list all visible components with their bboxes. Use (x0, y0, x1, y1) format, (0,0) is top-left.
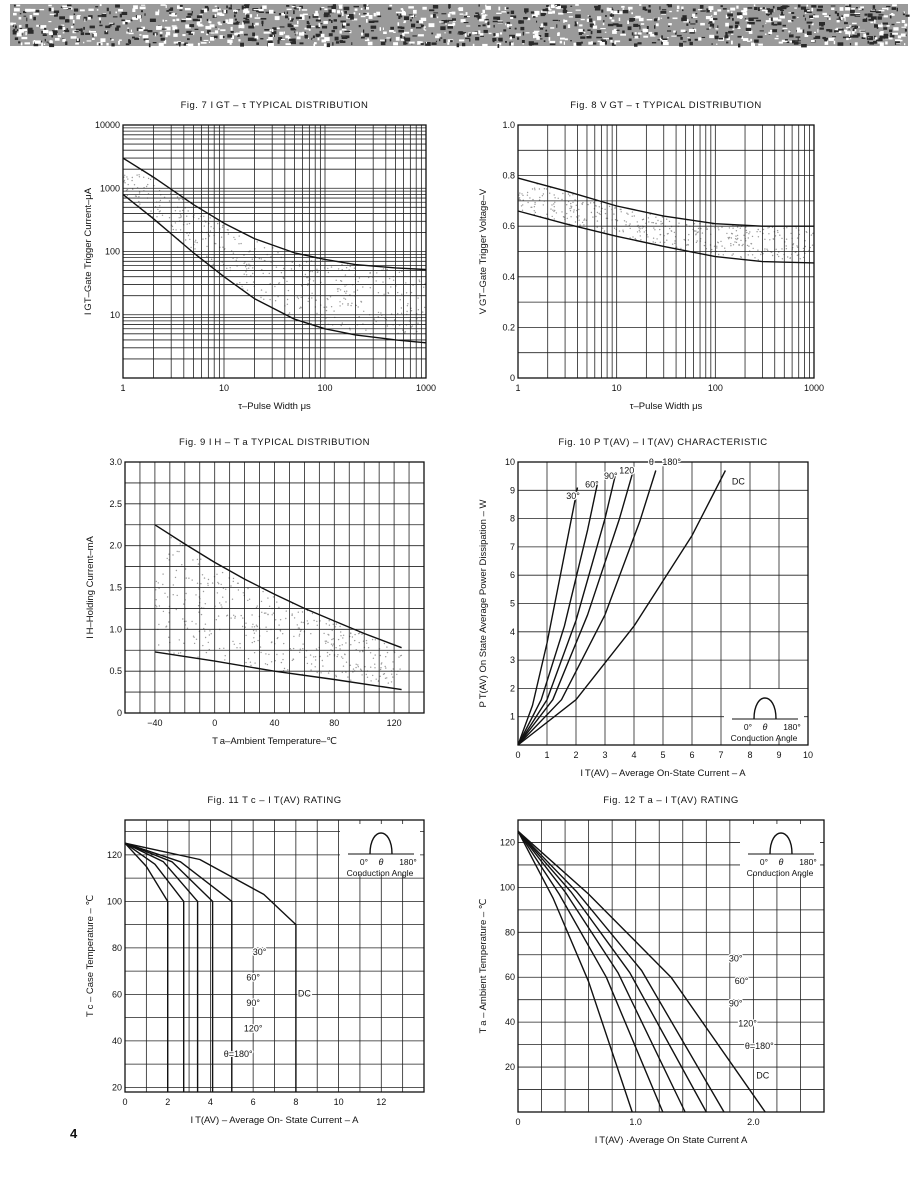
x-tick-label: 9 (776, 750, 782, 760)
inset-theta-label: θ (378, 857, 384, 867)
x-tick-label: 1000 (415, 383, 437, 393)
y-tick-label: 2.0 (109, 540, 122, 551)
inset-zero-label: 0° (759, 857, 769, 867)
y-tick-label: 40 (504, 1017, 515, 1028)
y-tick-label: 100 (104, 246, 120, 257)
conduction-angle-inset (724, 689, 804, 743)
x-tick-label: 120 (386, 718, 402, 728)
series-annotation: θ (648, 456, 654, 467)
x-tick-label: 1000 (803, 383, 825, 393)
chart-fig12 (478, 795, 824, 1146)
series-line-90 (518, 831, 685, 1112)
chart-grid (123, 125, 426, 378)
y-axis-label: I H–Holding Current–mA (85, 536, 96, 639)
x-tick-label: 10 (218, 383, 230, 393)
y-axis-label: P T(AV) On State Average Power Dissipation – W (478, 499, 489, 708)
series-annotation: 30° (728, 953, 743, 964)
y-tick-label: 0.5 (109, 666, 122, 677)
distribution-stipple (518, 183, 814, 260)
x-tick-label: 0 (515, 1117, 521, 1127)
page-number: 4 (70, 1126, 78, 1141)
x-tick-label: 1 (515, 383, 521, 393)
y-tick-label: 1.0 (109, 624, 122, 635)
x-tick-label: 10 (611, 383, 622, 393)
y-tick-label: 80 (504, 927, 515, 938)
y-tick-label: 5 (509, 598, 515, 609)
x-tick-label: 40 (269, 718, 280, 728)
series-annotation: θ=180° (223, 1049, 253, 1060)
series-annotation: 60° (585, 479, 599, 490)
y-axis-label: I GT–Gate Trigger Current–μA (83, 187, 94, 316)
series-annotation: DC (756, 1070, 770, 1081)
x-tick-label: 12 (376, 1097, 387, 1107)
series-line-120 (518, 470, 633, 745)
chart-fig8 (478, 100, 824, 412)
inset-zero-label: 0° (743, 722, 753, 732)
x-tick-label: 8 (293, 1097, 299, 1107)
series-annotation: 30° (252, 946, 267, 957)
x-tick-label: 1.0 (629, 1117, 642, 1127)
x-axis-label: T a–Ambient Temperature–℃ (212, 736, 337, 747)
y-tick-label: 0.2 (502, 322, 515, 333)
y-axis-label: T a – Ambient Temperature – ℃ (478, 898, 489, 1034)
inset-theta-label: θ (762, 722, 768, 732)
chart-grid (518, 125, 814, 378)
x-axis-label: I T(AV) – Average On-State Current – A (580, 768, 746, 779)
x-tick-label: 10 (802, 750, 814, 760)
x-tick-label: 2.0 (747, 1117, 760, 1127)
chart-fig10 (478, 437, 813, 779)
chart-title: Fig. 8 V GT – τ TYPICAL DISTRIBUTION (570, 100, 762, 111)
x-tick-label: 1 (544, 750, 550, 760)
series-line-upper (518, 178, 814, 226)
chart-fig11 (85, 795, 424, 1126)
y-tick-label: 80 (111, 942, 122, 953)
x-tick-label: 4 (631, 750, 637, 760)
y-tick-label: 2.5 (109, 498, 122, 509)
x-tick-label: 4 (207, 1097, 213, 1107)
series-line-90 (125, 843, 198, 1092)
x-tick-label: 0 (212, 718, 218, 728)
chart-title: Fig. 11 T c – I T(AV) RATING (207, 795, 342, 806)
x-tick-label: 1 (120, 383, 126, 393)
x-tick-label: 100 (317, 383, 333, 393)
x-tick-label: 6 (250, 1097, 256, 1107)
chart-title: Fig. 12 T a – I T(AV) RATING (603, 795, 739, 806)
y-tick-label: 3 (509, 655, 515, 666)
y-tick-label: 20 (504, 1062, 515, 1073)
y-tick-label: 0 (116, 708, 122, 718)
series-line-30 (518, 831, 632, 1112)
x-tick-label: 3 (602, 750, 608, 760)
chart-fig7 (83, 100, 436, 412)
y-tick-label: 120 (106, 849, 122, 860)
y-tick-label: 100 (499, 882, 515, 893)
x-tick-label: 0 (122, 1097, 128, 1107)
y-tick-label: 1 (509, 711, 515, 722)
series-annotation: 60° (734, 975, 749, 986)
chart-grid (125, 462, 424, 713)
x-axis-label: τ–Pulse Width μs (238, 401, 311, 412)
inset-end-label: 180° (399, 857, 417, 867)
y-tick-label: 10000 (94, 120, 120, 130)
series-annotation: DC (731, 476, 745, 487)
x-tick-label: 8 (747, 750, 753, 760)
y-tick-label: 6 (509, 570, 515, 581)
y-tick-label: 10 (109, 309, 120, 320)
y-tick-label: 1.0 (502, 120, 515, 130)
inset-theta-label: θ (778, 857, 784, 867)
y-tick-label: 120 (499, 837, 515, 848)
series-line-180 (125, 843, 232, 1092)
chart-fig9 (85, 437, 424, 747)
x-tick-label: 100 (707, 383, 723, 393)
y-axis-label: T c – Case Temperature – ℃ (85, 894, 96, 1018)
x-tick-label: 7 (718, 750, 724, 760)
x-tick-label: 0 (515, 750, 521, 760)
y-tick-label: 4 (509, 626, 515, 637)
series-annotation: 90° (246, 997, 260, 1008)
series-annotation: 120° (738, 1018, 757, 1029)
inset-zero-label: 0° (359, 857, 369, 867)
y-tick-label: 0.6 (502, 221, 515, 232)
series-line-180 (518, 831, 724, 1112)
series-line-120 (125, 843, 213, 1092)
chart-title: Fig. 10 P T(AV) – I T(AV) CHARACTERISTIC (558, 437, 768, 448)
distribution-stipple (155, 537, 402, 684)
y-tick-label: 2 (509, 683, 515, 694)
inset-caption: Conduction Angle (730, 733, 798, 743)
y-tick-label: 8 (509, 513, 515, 524)
conduction-angle-inset (740, 824, 820, 878)
x-tick-label: 10 (333, 1097, 344, 1107)
x-axis-label: I T(AV) ·Average On State Current A (594, 1135, 748, 1146)
inset-caption: Conduction Angle (746, 868, 814, 878)
conduction-angle-inset (340, 824, 420, 878)
series-line-60 (518, 482, 598, 745)
x-tick-label: 80 (329, 718, 340, 728)
series-annotation: 180° (662, 456, 682, 467)
inset-caption: Conduction Angle (346, 868, 414, 878)
inset-end-label: 180° (799, 857, 817, 867)
series-annotation: 120 (619, 465, 635, 476)
y-tick-label: 3.0 (109, 457, 122, 467)
x-tick-label: 2 (165, 1097, 171, 1107)
y-tick-label: 1000 (99, 183, 120, 194)
x-tick-label: 6 (689, 750, 695, 760)
y-axis-label: V GT–Gate Trigger Voltage–V (478, 188, 489, 315)
x-axis-label: τ–Pulse Width μs (629, 401, 703, 412)
series-annotation: DC (297, 988, 311, 999)
y-tick-label: 10 (504, 457, 515, 467)
x-axis-label: I T(AV) – Average On- State Current – A (190, 1115, 359, 1126)
y-tick-label: 0.4 (502, 271, 515, 282)
y-tick-label: 7 (509, 541, 515, 552)
y-tick-label: 100 (106, 896, 122, 907)
y-tick-label: 60 (111, 989, 122, 1000)
y-tick-label: 20 (111, 1082, 122, 1093)
series-annotation: 90° (728, 998, 743, 1009)
series-annotation: 90° (603, 470, 618, 481)
series-annotation: θ=180° (744, 1041, 774, 1052)
x-tick-label: −40 (147, 718, 163, 728)
chart-title: Fig. 9 I H – T a TYPICAL DISTRIBUTION (178, 437, 371, 448)
y-tick-label: 0.8 (502, 170, 515, 181)
x-tick-label: 2 (573, 750, 579, 760)
y-tick-label: 9 (509, 485, 515, 496)
y-tick-label: 40 (111, 1035, 122, 1046)
chart-title: Fig. 7 I GT – τ TYPICAL DISTRIBUTION (180, 100, 369, 111)
y-tick-label: 60 (504, 972, 515, 983)
x-tick-label: 5 (660, 750, 666, 760)
y-tick-label: 0 (509, 373, 515, 383)
series-annotation: 30° (566, 490, 580, 501)
inset-end-label: 180° (783, 722, 801, 732)
series-annotation: 120° (243, 1023, 263, 1034)
series-annotation: 60° (246, 972, 260, 983)
y-tick-label: 1.5 (109, 582, 122, 593)
series-line-lower (518, 211, 814, 263)
